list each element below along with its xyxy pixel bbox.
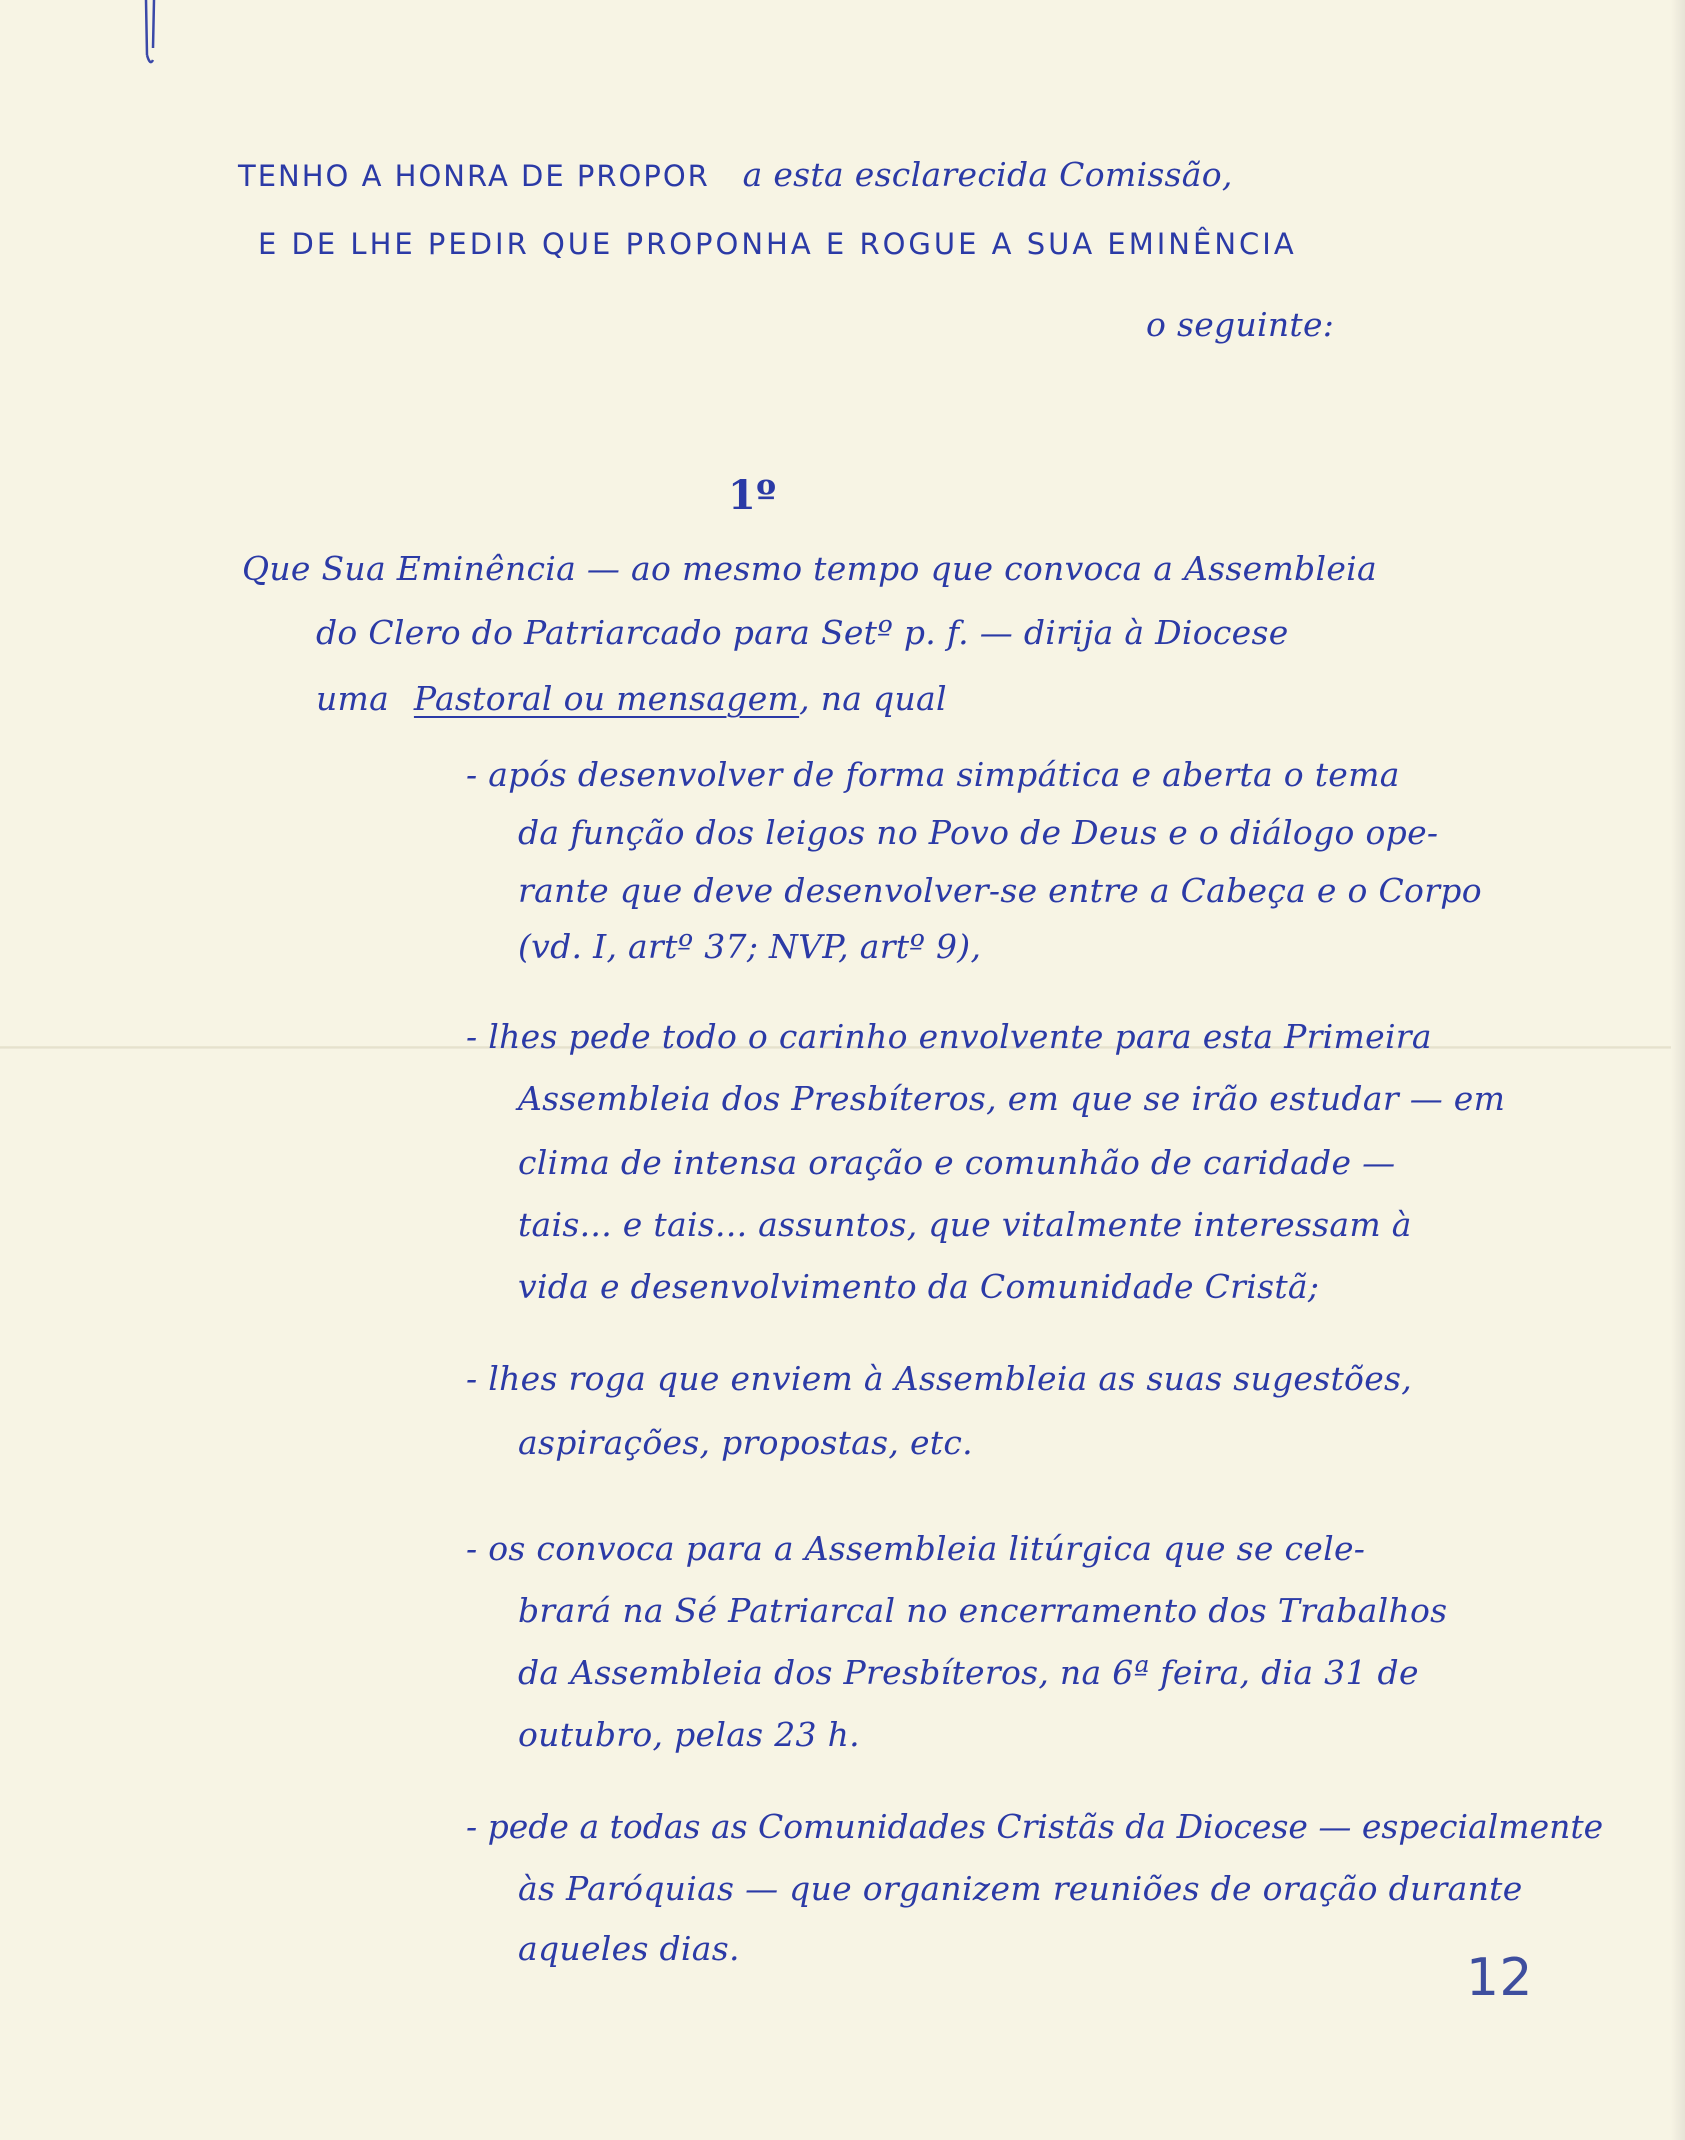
section-number: 1º <box>728 472 777 519</box>
paper-edge-shadow <box>1671 0 1685 2140</box>
item-1-line-3: rante que deve desenvolver-se entre a Cabeça e o Corpo <box>518 871 1482 910</box>
pen-mark-icon <box>138 0 168 70</box>
intro-underlined-phrase: Pastoral ou mensagem <box>413 679 800 718</box>
header-line-1-rest: a esta esclarecida Comissão, <box>742 155 1233 194</box>
item-2-line-2: Assembleia dos Presbíteros, em que se irão estudar — em <box>518 1079 1506 1118</box>
item-4-line-4: outubro, pelas 23 h. <box>518 1715 860 1754</box>
intro-line-1: Que Sua Eminência — ao mesmo tempo que convoca a Assembleia <box>242 549 1377 588</box>
item-4-line-2: brará na Sé Patriarcal no encerramento dos Trabalhos <box>518 1591 1448 1630</box>
item-2-line-5: vida e desenvolvimento da Comunidade Cristã; <box>518 1267 1320 1306</box>
intro-line-3-pre: uma <box>316 679 390 718</box>
intro-line-3 <box>316 679 947 718</box>
item-5-line-2: às Paróquias — que organizem reuniões de oração durante <box>518 1869 1523 1908</box>
header-line-3: o seguinte: <box>1146 305 1335 344</box>
item-4-line-3: da Assembleia dos Presbíteros, na 6ª feira, dia 31 de <box>518 1653 1419 1692</box>
item-4-line-1: - os convoca para a Assembleia litúrgica que se cele- <box>466 1529 1366 1568</box>
item-5-line-1: - pede a todas as Comunidades Cristãs da Diocese — especialmente <box>466 1807 1604 1846</box>
item-3-line-2: aspirações, propostas, etc. <box>518 1423 973 1462</box>
page-number: 12 <box>1466 1948 1533 2008</box>
item-1-line-1: - após desenvolver de forma simpática e aberta o tema <box>466 755 1400 794</box>
item-1-line-4: (vd. I, artº 37; NVP, artº 9), <box>518 927 982 966</box>
item-2-line-4: tais... e tais... assuntos, que vitalmente interessam à <box>518 1205 1412 1244</box>
item-5-line-3: aqueles dias. <box>518 1929 740 1968</box>
intro-line-3-post: , na qual <box>799 679 947 718</box>
header-line-1 <box>238 155 1233 194</box>
intro-line-2: do Clero do Patriarcado para Setº p. f. — dirija à Diocese <box>316 613 1289 652</box>
item-1-line-2: da função dos leigos no Povo de Deus e o diálogo ope- <box>518 813 1439 852</box>
item-2-line-1: - lhes pede todo o carinho envolvente para esta Primeira <box>466 1017 1432 1056</box>
header-line-2: E DE LHE PEDIR QUE PROPONHA E ROGUE A SUA EMINÊNCIA <box>258 227 1297 261</box>
item-3-line-1: - lhes roga que enviem à Assembleia as suas sugestões, <box>466 1359 1413 1398</box>
header-line-1-caps: TENHO A HONRA DE PROPOR <box>238 159 710 193</box>
item-2-line-3: clima de intensa oração e comunhão de caridade — <box>518 1143 1396 1182</box>
